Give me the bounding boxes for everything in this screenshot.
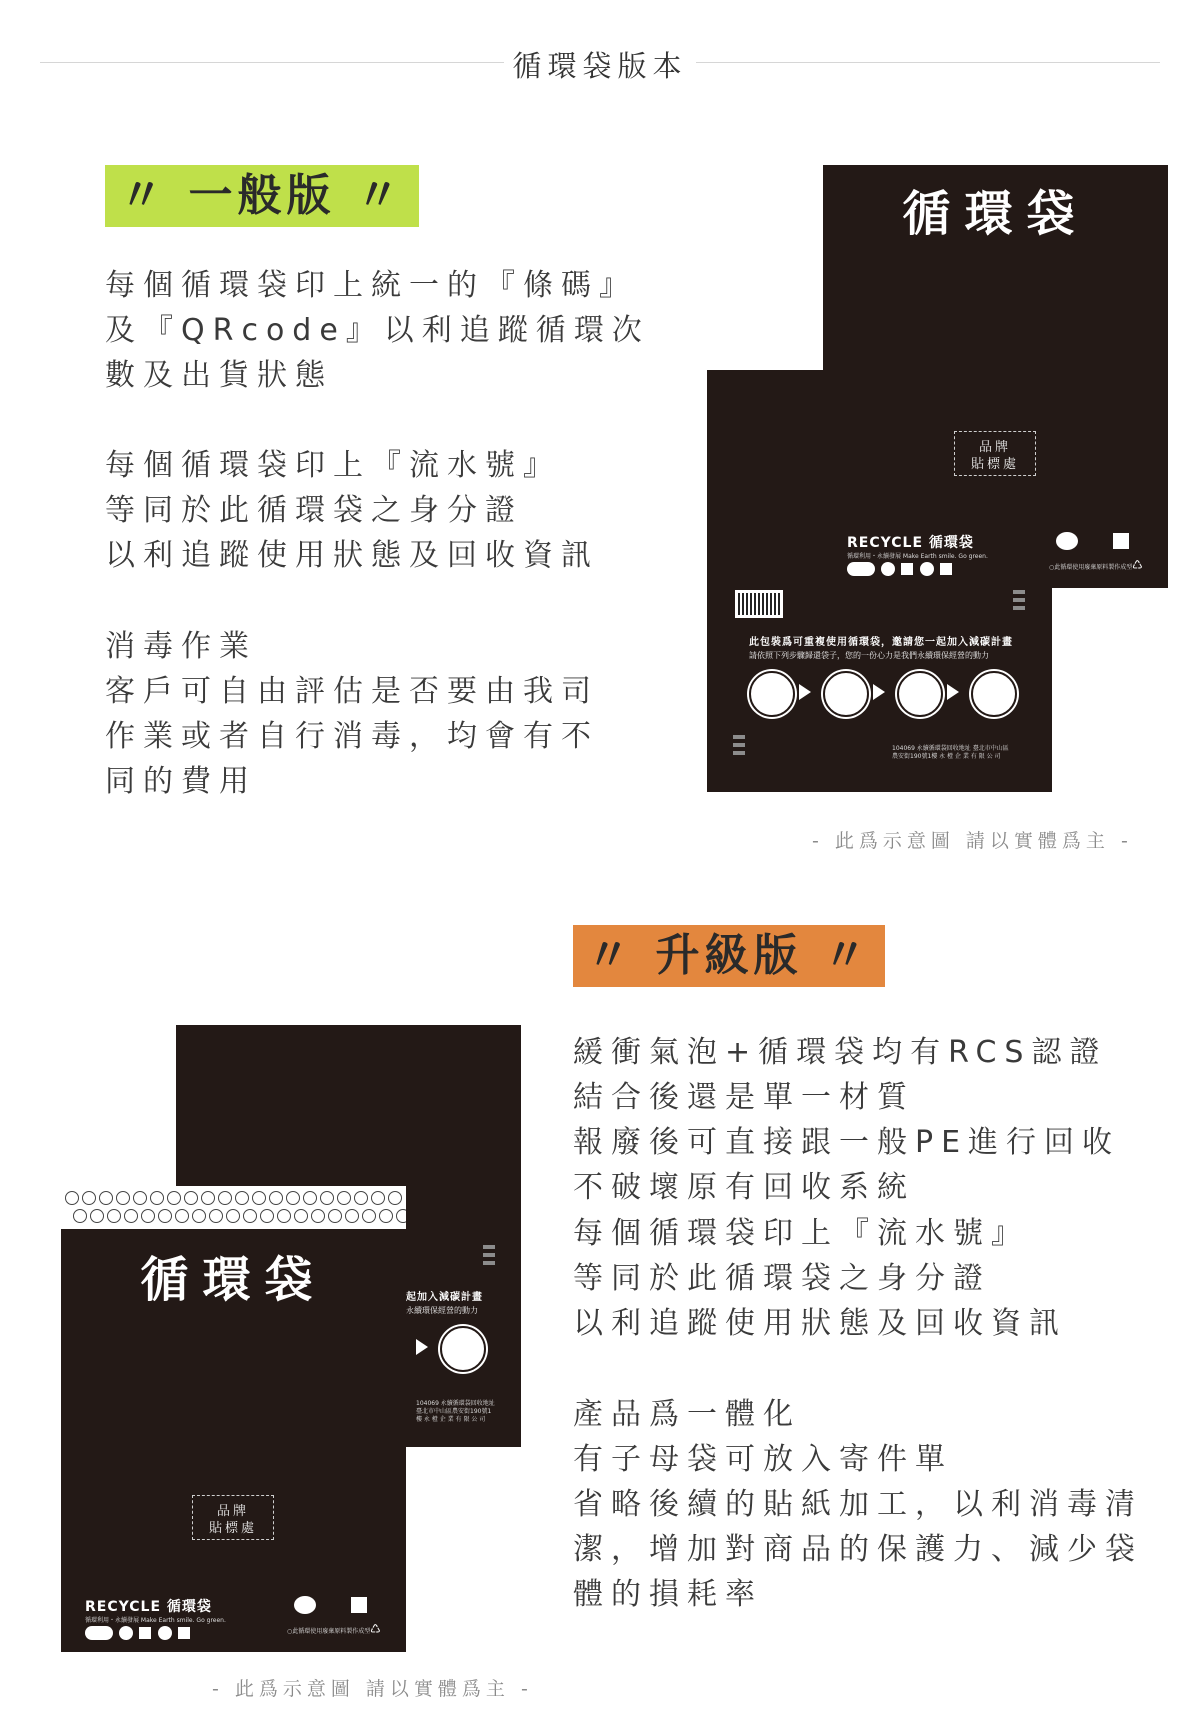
bubble (184, 1191, 198, 1205)
bag-title: 循環袋 (140, 1252, 327, 1308)
stripe-icon (733, 751, 745, 755)
text-line: 客戶可自由評估是否要由我司 (105, 674, 599, 709)
return-address: 104069 永續循環袋回收地址 臺北市中山區農安街190號1樓 永 橙 企 業 有 限 公 司 (416, 1400, 495, 1423)
text-line: 結合後還是單一材質 (573, 1080, 915, 1115)
stripe-icon (733, 735, 745, 739)
bubble (141, 1209, 155, 1223)
text-line: 消毒作業 (105, 629, 257, 664)
bubble (107, 1209, 121, 1223)
recycle-icon (119, 1626, 133, 1640)
bubble (269, 1191, 283, 1205)
text-line: 以利追蹤使用狀態及回收資訊 (573, 1306, 1067, 1341)
upgrade-paragraph-rcs (573, 1030, 1120, 1210)
bubble (235, 1191, 249, 1205)
stripe-icon (1013, 590, 1025, 594)
back-instruction-line1: 此包裝爲可重複使用循環袋，邀請您一起加入減碳計畫 (749, 637, 1013, 648)
stripe-icon (483, 1245, 495, 1249)
brand-line1: 品牌 (978, 440, 1011, 455)
text-line: 以利追蹤使用狀態及回收資訊 (105, 538, 599, 573)
text-line: 每個循環袋印上『流水號』 (573, 1216, 1029, 1251)
recycle-subtitle: 循環利用・永續發展 Make Earth smile. Go green. (847, 553, 988, 560)
bubble (354, 1191, 368, 1205)
bubble (371, 1191, 385, 1205)
bubble (99, 1191, 113, 1205)
stripe-icon (1013, 606, 1025, 610)
arrow-right-icon (947, 684, 959, 700)
arrow-right-icon (873, 684, 885, 700)
barcode-icon (735, 590, 783, 618)
general-paragraph-disinfect (105, 624, 599, 804)
upgrade-bag-front (61, 1229, 406, 1652)
upgrade-version-label: 〃 升級版 〃 (573, 925, 885, 987)
step-person-icon (897, 671, 943, 717)
text-line: 每個循環袋印上『流水號』 (105, 448, 561, 483)
return-address: 104069 永續循環袋回收地址 臺北市中山區農安街190號1樓 永 橙 企 業 有 限 公 司 (892, 745, 1009, 760)
bubble (388, 1191, 402, 1205)
stripe-icon (483, 1253, 495, 1257)
text-line: 有子母袋可放入寄件單 (573, 1442, 953, 1477)
eco-icon (847, 562, 875, 576)
bubble (116, 1191, 130, 1205)
rcs-certification-icon (1056, 532, 1078, 550)
bubble (218, 1191, 232, 1205)
bubble (90, 1209, 104, 1223)
arrow-right-icon (799, 684, 811, 700)
hand-icon (901, 563, 913, 575)
brand-label-area (954, 431, 1036, 476)
bubble (345, 1209, 359, 1223)
bubble (311, 1209, 325, 1223)
back-instruction-partial2: 永續環保經營的動力 (406, 1306, 478, 1315)
general-paragraph-serial (105, 443, 599, 578)
text-line: 產品爲一體化 (573, 1397, 801, 1432)
trash-icon (940, 563, 952, 575)
page-title: 循環袋版本 (0, 44, 1200, 85)
text-line: 等同於此循環袋之身分證 (573, 1261, 991, 1296)
globe-icon (920, 562, 934, 576)
recycle-icon (881, 562, 895, 576)
general-bag-front (823, 165, 1168, 588)
bubble (260, 1209, 274, 1223)
step-recycle-icon (440, 1326, 486, 1372)
recycle-title: RECYCLE 循環袋 (85, 1599, 212, 1615)
text-line: 不破壞原有回收系統 (573, 1170, 915, 1205)
brand-line2: 貼標處 (208, 1521, 257, 1536)
bubble (277, 1209, 291, 1223)
bubble (396, 1209, 406, 1223)
back-instruction-partial1: 起加入減碳計畫 (406, 1292, 483, 1303)
step-recycle-icon (971, 671, 1017, 717)
arrow-right-icon (416, 1339, 428, 1355)
bubble (320, 1191, 334, 1205)
upgrade-paragraph-serial (573, 1211, 1067, 1346)
qr-code-icon (1113, 533, 1129, 549)
bubble (82, 1191, 96, 1205)
general-version-label: 〃 一般版 〃 (105, 165, 419, 227)
text-line: 等同於此循環袋之身分證 (105, 493, 523, 528)
bubble (150, 1191, 164, 1205)
bubble (73, 1209, 87, 1223)
recycle-subtitle: 循環利用・永續發展 Make Earth smile. Go green. (85, 1617, 226, 1624)
bubble (243, 1209, 257, 1223)
qr-code-icon (351, 1597, 367, 1613)
bubble (286, 1191, 300, 1205)
bubble (133, 1191, 147, 1205)
bubble (379, 1209, 393, 1223)
upgrade-paragraph-integrated (573, 1392, 1143, 1617)
recycle-title: RECYCLE 循環袋 (847, 535, 974, 551)
step-return-icon (823, 671, 869, 717)
bubble (362, 1209, 376, 1223)
brand-label-area (192, 1495, 274, 1540)
text-line: 及『QRcode』以利追蹤循環次 (105, 313, 650, 348)
text-line: 同的費用 (105, 764, 257, 799)
bubble (65, 1191, 79, 1205)
bubble (158, 1209, 172, 1223)
bubble (303, 1191, 317, 1205)
recycling-symbol-icon: ♺ (1132, 558, 1143, 572)
upgrade-disclaimer: - 此爲示意圖 請以實體爲主 - (212, 1678, 533, 1700)
text-line: 數及出貨狀態 (105, 358, 333, 393)
stripe-icon (1013, 598, 1025, 602)
bubble (201, 1191, 215, 1205)
bubble (175, 1209, 189, 1223)
brand-line1: 品牌 (216, 1504, 249, 1519)
globe-icon (158, 1626, 172, 1640)
brand-line2: 貼標處 (970, 457, 1019, 472)
bubble (167, 1191, 181, 1205)
text-line: 報廢後可直接跟一般PE進行回收 (573, 1125, 1121, 1160)
bubble (328, 1209, 342, 1223)
bubble (337, 1191, 351, 1205)
recycling-symbol-icon: ♺ (370, 1622, 381, 1636)
text-line: 潔，增加對商品的保護力、減少袋 (573, 1532, 1143, 1567)
footnote: ○此循環使用廢棄原料製作成型 (287, 1628, 371, 1635)
step-bag-icon (749, 671, 795, 717)
general-disclaimer: - 此爲示意圖 請以實體爲主 - (812, 830, 1133, 852)
bubble (124, 1209, 138, 1223)
footnote: ○此循環使用廢棄原料製作成型 (1049, 564, 1133, 571)
bubble (294, 1209, 308, 1223)
text-line: 每個循環袋印上統一的『條碼』 (105, 268, 637, 303)
text-line: 緩衝氣泡+循環袋均有RCS認證 (573, 1035, 1108, 1070)
text-line: 作業或者自行消毒，均會有不 (105, 719, 599, 754)
bubble (192, 1209, 206, 1223)
stripe-icon (733, 743, 745, 747)
bag-title: 循環袋 (902, 186, 1089, 242)
rcs-certification-icon (294, 1596, 316, 1614)
stripe-icon (483, 1261, 495, 1265)
eco-icon (85, 1626, 113, 1640)
bubble (209, 1209, 223, 1223)
hand-icon (139, 1627, 151, 1639)
text-line: 體的損耗率 (573, 1577, 763, 1612)
bubble (226, 1209, 240, 1223)
back-instruction-line2: 請依照下列步驟歸還袋子，您的一份心力是我們永續環保經營的動力 (749, 651, 989, 660)
bubble (252, 1191, 266, 1205)
text-line: 省略後續的貼紙加工，以利消毒清 (573, 1487, 1143, 1522)
bubble-cushion-strip (61, 1186, 406, 1229)
general-paragraph-barcode (105, 263, 650, 398)
trash-icon (178, 1627, 190, 1639)
